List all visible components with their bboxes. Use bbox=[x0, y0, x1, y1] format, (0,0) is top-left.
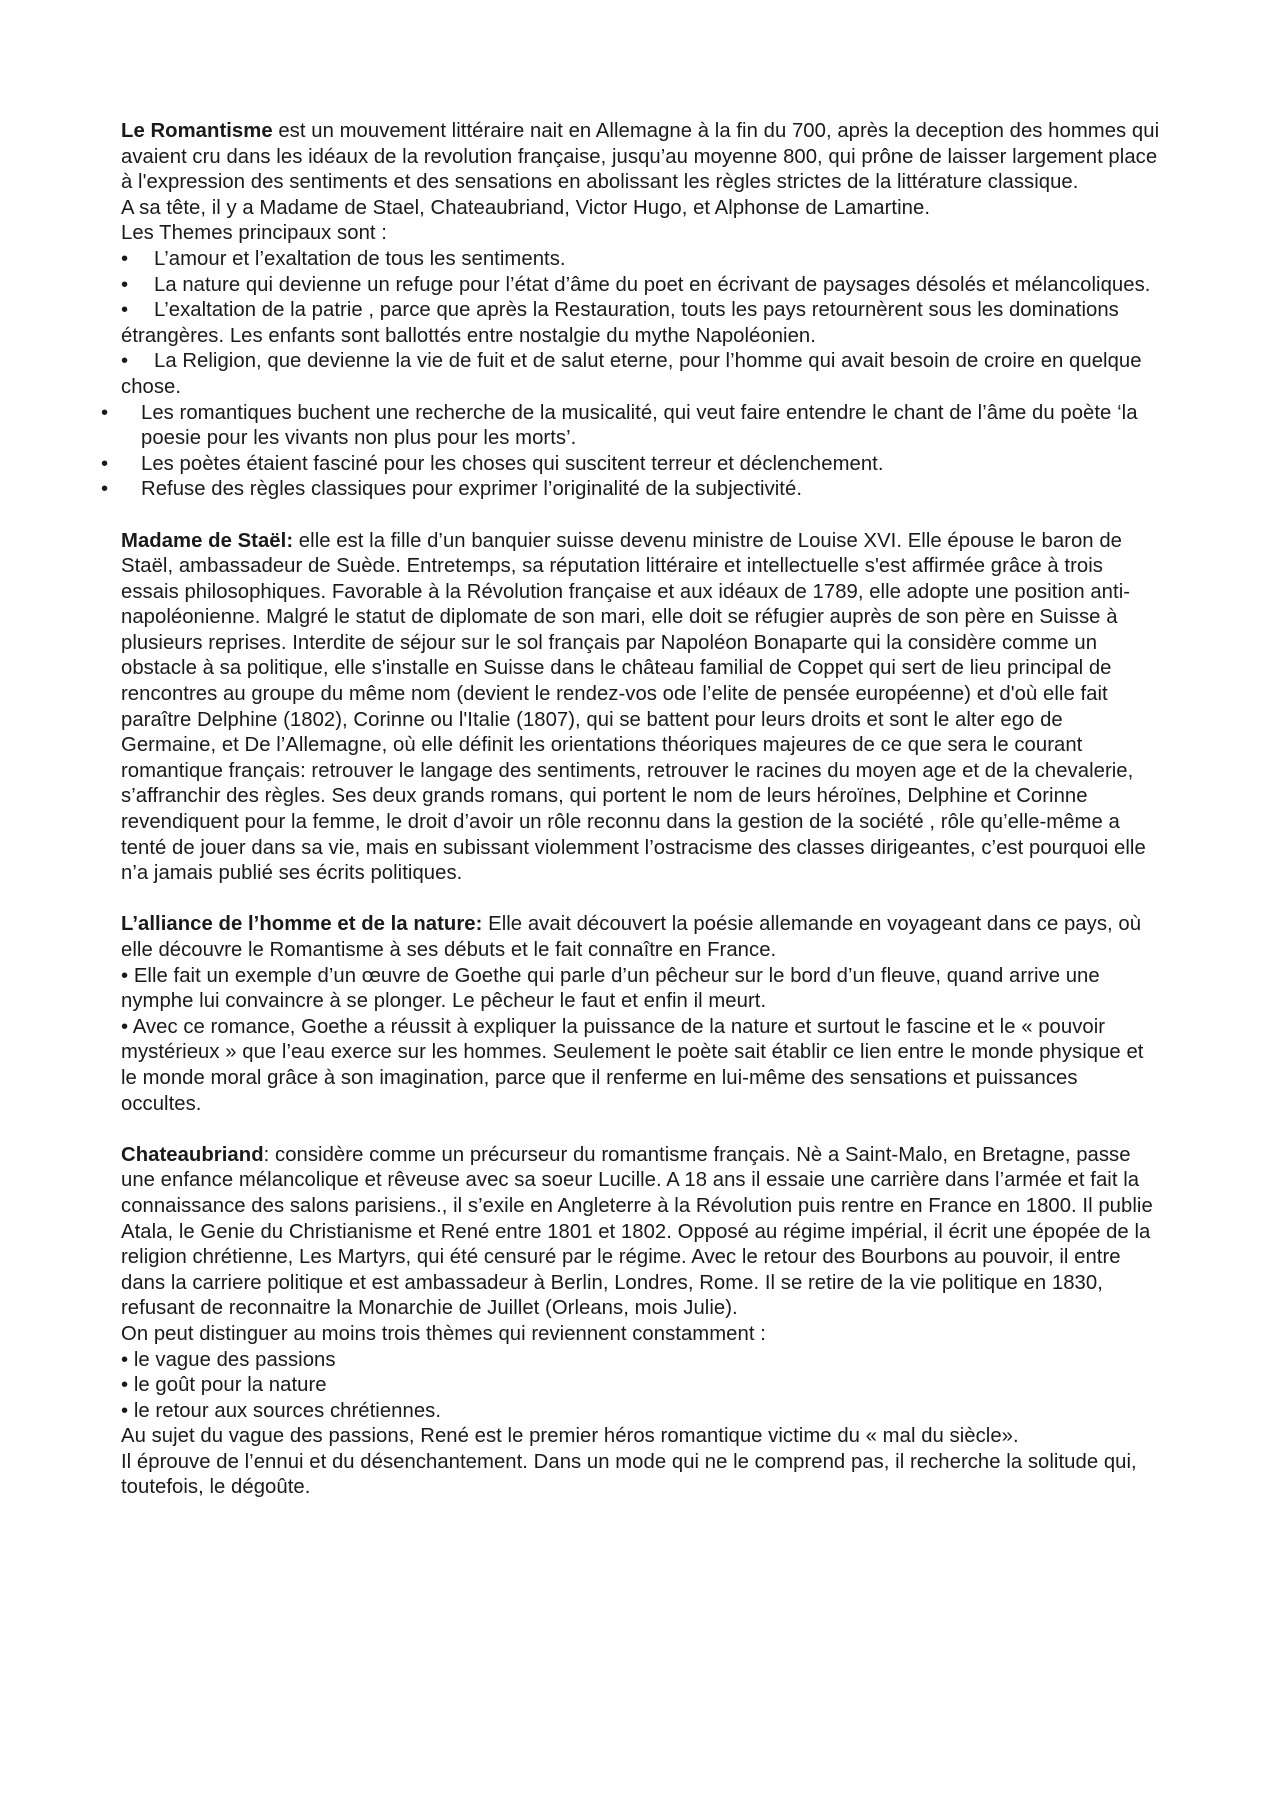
stael-paragraph bbox=[121, 529, 1161, 887]
romantisme-heading: Le Romantisme bbox=[121, 120, 273, 142]
section-romantisme bbox=[101, 119, 1161, 503]
bullet-mark: • bbox=[121, 299, 129, 322]
alliance-point: • Elle fait un exemple d’un œuvre de Goethe qui parle d’un pêcheur sur le bord d’un fleuve, quand arrive une nymphe lui convaincre à se plonger. Le pêcheur le faut et enfin il meurt. bbox=[121, 964, 1100, 1013]
romantisme-intro bbox=[121, 119, 1161, 196]
chateaubriand-theme: • le vague des passions bbox=[121, 1348, 336, 1371]
chateaubriand-rene: Au sujet du vague des passions, René est le premier héros romantique victime du « mal du siècle». bbox=[121, 1425, 1019, 1448]
section-chateaubriand bbox=[121, 1143, 1161, 1501]
chateaubriand-paragraph bbox=[121, 1143, 1161, 1322]
bullet-mark: • bbox=[101, 478, 109, 501]
theme-item: • Les romantiques buchent une recherche de la musicalité, qui veut faire entendre le chant de l’âme du poète ‘la poesie pour les vivants non plus pour les morts’. bbox=[101, 401, 1138, 450]
romantisme-intro-text: est un mouvement littéraire nait en Allemagne à la fin du 700, après la deception des hommes qui avaient cru dans les idéaux de la revolution française, jusqu’au moyenne 800, qui prône de laisser largement place à l'expression des sentiments et des sensations en abolissant les règles strictes de la littérature classique. bbox=[121, 120, 1160, 194]
bullet-mark: • bbox=[101, 452, 109, 475]
theme-item: • Refuse des règles classiques pour exprimer l’originalité de la subjectivité. bbox=[121, 477, 1161, 503]
alliance-heading: L’alliance de l’homme et de la nature: bbox=[121, 913, 483, 936]
chateaubriand-body: : considère comme un précurseur du romantisme français. Nè a Saint-Malo, en Bretagne, passe une enfance mélancolique et rêveuse avec sa soeur Lucille. A 18 ans il essaie une carrière dans l’armée et fait la connaissance des salons parisiens., il s’exile en Angleterre à la Révolution puis rentre en France en 1800. Il publie Atala, le Genie du Christianisme et René entre 1801 et 1802. Opposé au régime impérial, il écrit une épopée de la religion chrétienne, Les Martyrs, qui été censuré par le régime. Avec le retour des Bourbons au pouvoir, il entre dans la carriere politique et est ambassadeur à Berlin, Londres, Rome. Il se retire de la vie politique en 1830, refusant de reconnaitre la Monarchie de Juillet (Orleans, mois Julie). bbox=[121, 1143, 1153, 1320]
document-page bbox=[101, 119, 1161, 1527]
theme-item: • La nature qui devienne un refuge pour l’état d’âme du poet en écrivant de paysages désolés et mélancoliques. bbox=[121, 273, 1161, 299]
chateaubriand-heading: Chateaubriand bbox=[121, 1143, 264, 1166]
alliance-body: Elle avait découvert la poésie allemande en voyageant dans ce pays, où elle découvre le Romantisme à ses débuts et le fait connaître en France. bbox=[121, 913, 1142, 961]
chateaubriand-themes-intro: On peut distinguer au moins trois thèmes qui reviennent constamment : bbox=[121, 1322, 766, 1345]
theme-item: • L’amour et l’exaltation de tous les sentiments. bbox=[121, 247, 1161, 273]
bullet-mark: • bbox=[121, 350, 129, 373]
romantisme-themes-title: Les Themes principaux sont : bbox=[121, 222, 387, 245]
bullet-mark: • bbox=[101, 401, 109, 424]
section-alliance bbox=[121, 912, 1161, 1117]
theme-item: • L’exaltation de la patrie , parce que après la Restauration, touts les pays retournèrent sous les dominations étrangères. Les enfants sont ballottés entre nostalgie du mythe Napoléonien. bbox=[121, 299, 1119, 347]
stael-heading: Madame de Staël: bbox=[121, 529, 294, 552]
section-stael bbox=[121, 529, 1161, 887]
chateaubriand-theme: • le retour aux sources chrétiennes. bbox=[121, 1399, 442, 1422]
alliance-paragraph bbox=[121, 912, 1161, 963]
bullet-mark: • bbox=[121, 247, 129, 270]
theme-item: • La Religion, que devienne la vie de fuit et de salut eterne, pour l’homme qui avait besoin de croire en quelque chose. bbox=[121, 350, 1142, 398]
chateaubriand-ennui: Il éprouve de l’ennui et du désenchantement. Dans un mode qui ne le comprend pas, il recherche la solitude qui, toutefois, le dégoûte. bbox=[121, 1450, 1137, 1499]
chateaubriand-theme: • le goût pour la nature bbox=[121, 1374, 327, 1397]
stael-body: elle est la fille d’un banquier suisse devenu ministre de Louise XVI. Elle épouse le baron de Staël, ambassadeur de Suède. Entretemps, sa réputation littéraire et intellectuelle s'est affirmée grâce à trois essais philosophiques. Favorable à la Révolution française et aux idéaux de 1789, elle adopte une position anti-napoléonienne. Malgré le statut de diplomate de son mari, elle doit se réfugier auprès de son père en Suisse à plusieurs reprises. Interdite de séjour sur le sol français par Napoléon Bonaparte qui la considère comme un obstacle à sa politique, elle s'installe en Suisse dans le château familial de Coppet qui sert de lieu principal de rencontres au groupe du même nom (devient le rendez-vos ode l’elite de pensée européenne) et d'où elle fait paraître Delphine (1802), Corinne ou l'Italie (1807), qui se battent pour leurs droits et sont le alter ego de Germaine, et De l’Allemagne, où elle définit les orientations théoriques majeures de ce que sera le courant romantique français: retrouver le langage des sentiments, retrouver le racines du moyen age et de la chevalerie, s’affranchir des règles. Ses deux grands romans, qui portent le nom de leurs héroïnes, Delphine et Corinne revendiquent pour la femme, le droit d’avoir un rôle reconnu dans la gestion de la société , rôle qu’elle-même a tenté de jouer dans sa vie, mais en subissant violemment l’ostracisme des classes dirigeantes, c’est pourquoi elle n’a jamais publié ses écrits politiques. bbox=[121, 529, 1146, 885]
romantisme-authors: A sa tête, il y a Madame de Stael, Chateaubriand, Victor Hugo, et Alphonse de Lamartine. bbox=[121, 196, 931, 219]
alliance-point: • Avec ce romance, Goethe a réussit à expliquer la puissance de la nature et surtout le fascine et le « pouvoir mystérieux » que l’eau exerce sur les hommes. Seulement le poète sait établir ce lien entre le monde physique et le monde moral grâce à son imagination, parce que il renferme en lui-même des sensations et puissances occultes. bbox=[121, 1015, 1144, 1115]
bullet-mark: • bbox=[121, 273, 129, 296]
theme-item: • Les poètes étaient fasciné pour les choses qui suscitent terreur et déclenchement. bbox=[121, 452, 1161, 478]
